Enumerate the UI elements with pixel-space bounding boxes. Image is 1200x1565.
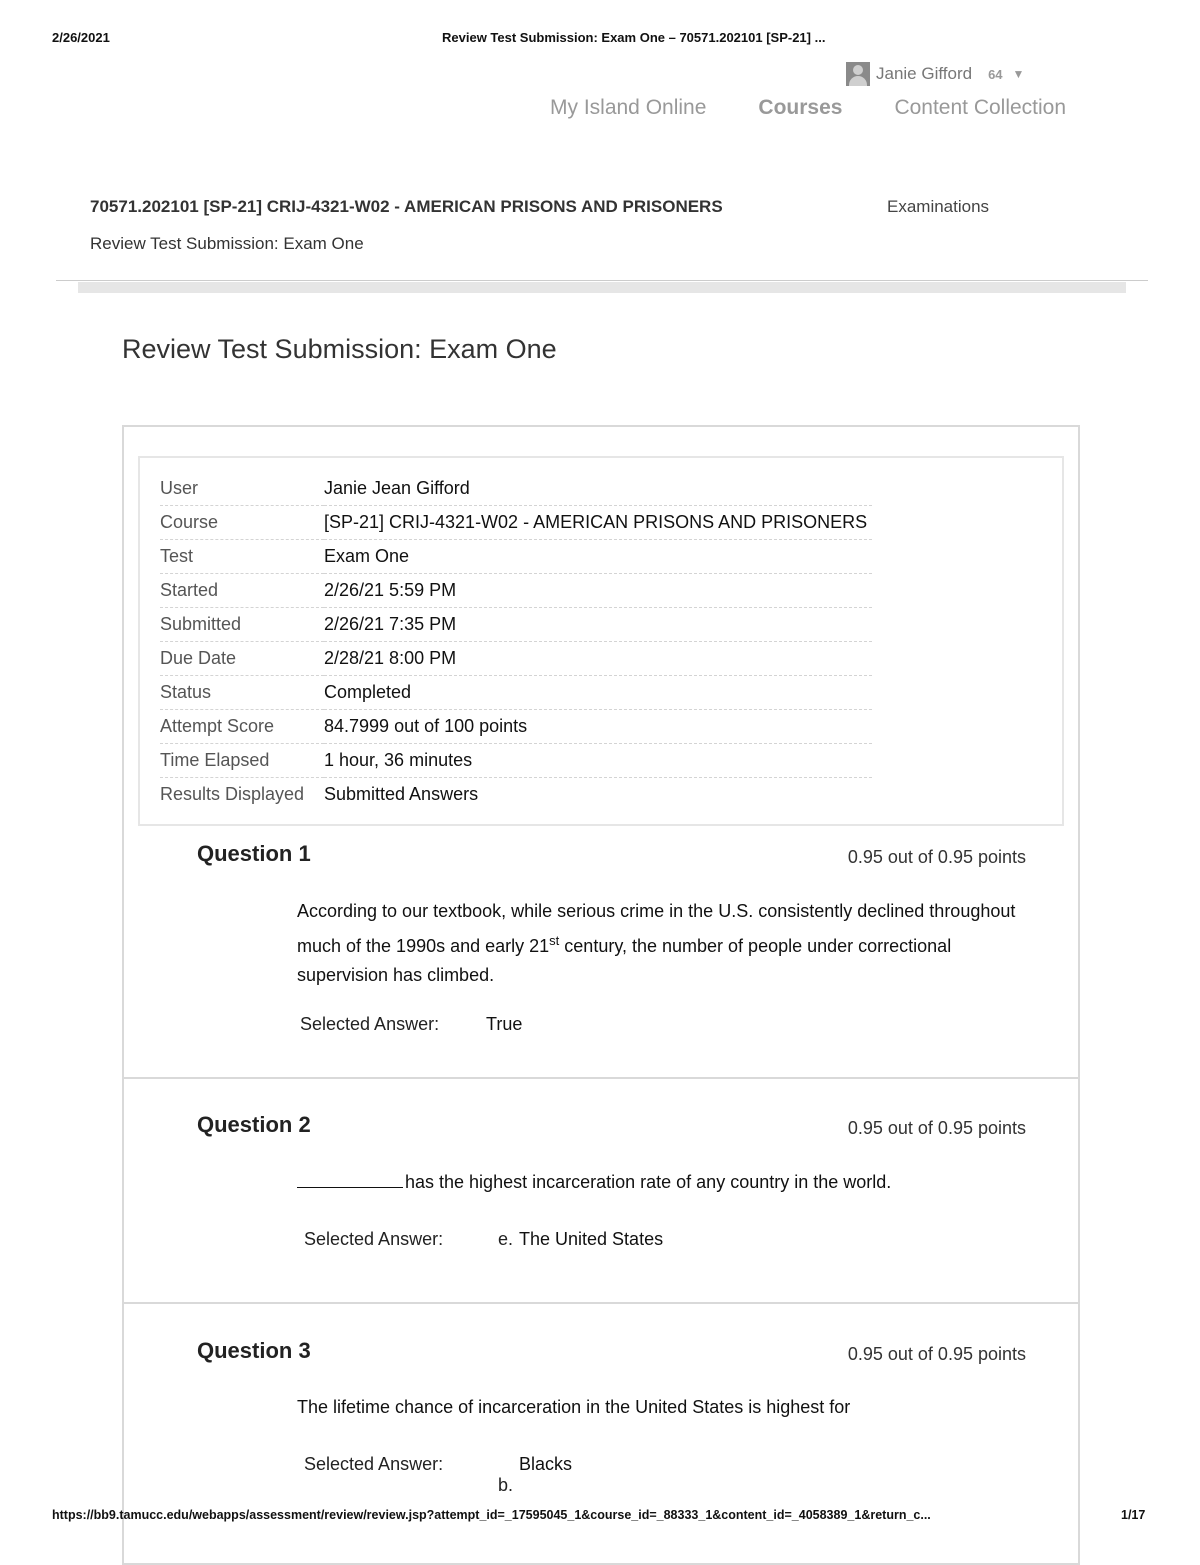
details-value: Janie Jean Gifford (324, 472, 872, 506)
caret-down-icon[interactable]: ▼ (1012, 67, 1025, 81)
details-label: Attempt Score (160, 710, 324, 744)
details-row (160, 710, 872, 744)
question-2-title: Question 2 (197, 1112, 311, 1137)
details-row (160, 608, 872, 642)
details-label: Due Date (160, 642, 324, 676)
question-1-text-sup: st (549, 933, 560, 948)
page-title: Review Test Submission: Exam One (122, 334, 557, 364)
details-value: 2/28/21 8:00 PM (324, 642, 872, 676)
print-date: 2/26/2021 (52, 30, 110, 45)
details-row (160, 574, 872, 608)
details-value: 2/26/21 5:59 PM (324, 574, 872, 608)
details-value: [SP-21] CRIJ-4321-W02 - AMERICAN PRISONS AND PRISONERS (324, 506, 872, 540)
notification-count-badge[interactable]: 64 (988, 66, 1003, 82)
details-value: Completed (324, 676, 872, 710)
tab-content-collection[interactable]: Content Collection (894, 96, 1067, 119)
question-3-points: 0.95 out of 0.95 points (847, 1344, 1026, 1364)
user-avatar-icon (846, 62, 870, 86)
selected-answer-label: Selected Answer: (300, 1014, 440, 1034)
question-1-text-a: According to our textbook, while serious crime in the U.S. consistently declined throughout much of the 1990s and early 21 (297, 901, 1016, 956)
print-title: Review Test Submission: Exam One – 70571.202101 [SP-21] ... (442, 30, 826, 45)
selected-answer-value: True (486, 1014, 523, 1034)
tab-my-island-online[interactable]: My Island Online (550, 96, 707, 119)
details-label: Test (160, 540, 324, 574)
selected-answer-label: Selected Answer: (304, 1454, 444, 1474)
details-label: User (160, 472, 324, 506)
details-value: 2/26/21 7:35 PM (324, 608, 872, 642)
question-1-points: 0.95 out of 0.95 points (847, 847, 1026, 867)
breadcrumb: Review Test Submission: Exam One (90, 234, 364, 253)
tab-courses[interactable]: Courses (758, 96, 843, 119)
details-row (160, 676, 872, 710)
selected-answer-letter: e. (498, 1229, 514, 1249)
question-divider (124, 1302, 1078, 1304)
details-label: Status (160, 676, 324, 710)
details-label: Submitted (160, 608, 324, 642)
details-row (160, 778, 872, 812)
print-page-number: 1/17 (1121, 1508, 1146, 1522)
selected-answer-label: Selected Answer: (304, 1229, 444, 1249)
question-2-text (297, 1168, 1037, 1197)
details-value: Submitted Answers (324, 784, 479, 804)
course-title-link[interactable]: 70571.202101 [SP-21] CRIJ-4321-W02 - AMERICAN PRISONS AND PRISONERS (90, 197, 723, 216)
details-label: Course (160, 506, 324, 540)
question-2-text-body: has the highest incarceration rate of any country in the world. (405, 1172, 892, 1192)
details-row (160, 744, 872, 778)
selected-answer-letter: b. (498, 1475, 514, 1495)
fill-in-blank (297, 1187, 403, 1188)
details-row (160, 472, 872, 506)
selected-answer-value: The United States (519, 1229, 664, 1249)
examinations-link[interactable]: Examinations (887, 197, 990, 216)
details-value: 84.7999 out of 100 points (324, 710, 872, 744)
user-name[interactable]: Janie Gifford (876, 64, 973, 83)
details-value: 1 hour, 36 minutes (324, 744, 872, 778)
details-label: Time Elapsed (160, 744, 324, 778)
question-1-title: Question 1 (197, 841, 311, 866)
details-value: Exam One (324, 540, 872, 574)
question-3-title: Question 3 (197, 1338, 311, 1363)
top-nav (550, 96, 1066, 120)
details-label: Started (160, 574, 324, 608)
submission-details-table (160, 472, 872, 811)
selected-answer-value: Blacks (519, 1454, 573, 1474)
print-url: https://bb9.tamucc.edu/webapps/assessment/review/review.jsp?attempt_id=_17595045_1&course_id=_88333_1&content_id=_4058389_1&return_c... (52, 1508, 931, 1522)
divider (56, 280, 1148, 281)
user-menu[interactable] (846, 62, 1024, 86)
question-3-text: The lifetime chance of incarceration in the United States is highest for (297, 1397, 851, 1417)
question-1-text (297, 897, 1037, 990)
details-row (160, 642, 872, 676)
details-label: Results Displayed (160, 784, 305, 804)
details-row (160, 540, 872, 574)
question-2-points: 0.95 out of 0.95 points (847, 1118, 1026, 1138)
details-row (160, 506, 872, 540)
content-band (78, 282, 1126, 293)
question-divider (124, 1077, 1078, 1079)
question-1-text-b: century, the number of people under correctional supervision has climbed. (297, 936, 952, 985)
